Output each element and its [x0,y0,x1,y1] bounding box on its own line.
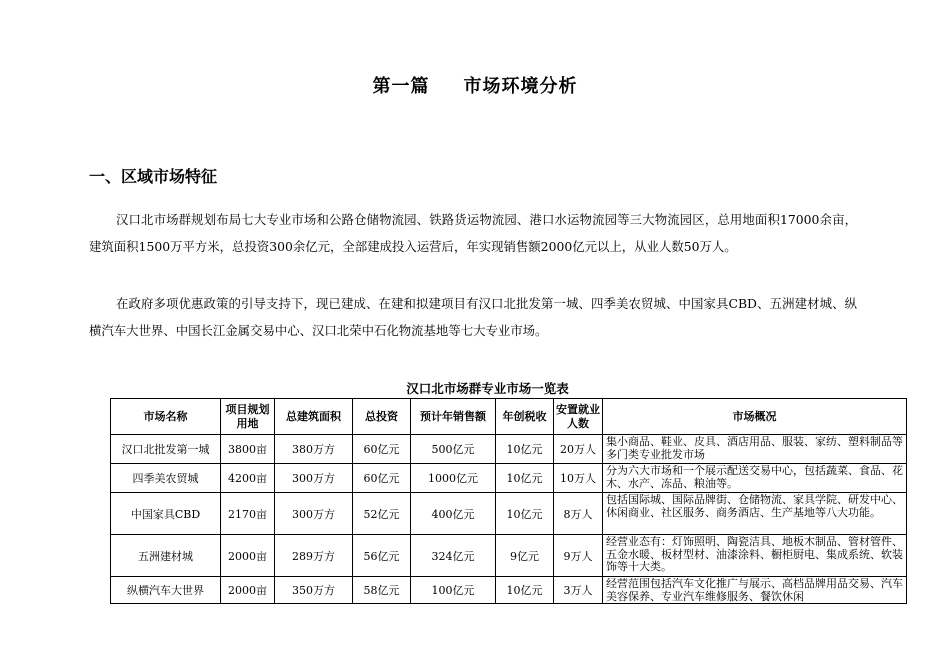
cell-area: 300万方 [275,464,353,493]
cell-name: 纵横汽车大世界 [111,577,221,604]
cell-jobs: 9万人 [554,535,603,577]
table-row [111,577,907,604]
cell-land: 2000亩 [221,535,275,577]
cell-area: 289万方 [275,535,353,577]
cell-jobs: 8万人 [554,493,603,535]
cell-name: 五洲建材城 [111,535,221,577]
header-overview: 市场概况 [603,399,907,435]
cell-overview [603,535,907,577]
page-title-name: 市场环境分析 [463,76,578,97]
overview-text: 包括国际城、国际品牌街、仓储物流、家具学院、研发中心、休闲商业、社区服务、商务酒店、生产基地等八大功能。 [606,494,903,519]
header-name: 市场名称 [111,399,221,435]
cell-investment: 60亿元 [353,435,411,464]
table-header-row [111,399,907,435]
cell-investment: 60亿元 [353,464,411,493]
cell-land: 4200亩 [221,464,275,493]
table-row [111,535,907,577]
cell-tax: 10亿元 [496,493,554,535]
overview-text: 集小商品、鞋业、皮具、酒店用品、服装、家纺、塑料制品等多门类专业批发市场 [606,436,903,461]
cell-jobs: 3万人 [554,577,603,604]
header-land: 项目规划用地 [221,399,275,435]
section-heading: 一、区域市场特征 [89,167,218,186]
cell-overview [603,435,907,464]
cell-overview [603,577,907,604]
cell-land: 2000亩 [221,577,275,604]
header-area: 总建筑面积 [275,399,353,435]
market-table [110,398,907,604]
cell-jobs: 20万人 [554,435,603,464]
cell-area: 380万方 [275,435,353,464]
cell-overview [603,464,907,493]
cell-land: 3800亩 [221,435,275,464]
cell-area: 350万方 [275,577,353,604]
table-row [111,435,907,464]
cell-name: 汉口北批发第一城 [111,435,221,464]
cell-tax: 10亿元 [496,464,554,493]
overview-text: 经营业态有：灯饰照明、陶瓷洁具、地板木制品、管材管件、五金水暖、板材型材、油漆涂料、橱柜厨电、集成系统、软装饰等十大类。 [606,536,903,573]
cell-investment: 56亿元 [353,535,411,577]
header-jobs: 安置就业人数 [554,399,603,435]
table-row [111,464,907,493]
cell-sales: 1000亿元 [411,464,496,493]
cell-sales: 500亿元 [411,435,496,464]
header-sales: 预计年销售额 [411,399,496,435]
cell-tax: 10亿元 [496,435,554,464]
paragraph-overview: 汉口北市场群规划布局七大专业市场和公路仓储物流园、铁路货运物流园、港口水运物流园等三大物流园区，总用地面积17000余亩，建筑面积1500万平方米，总投资300余亿元，全部建成投入运营后，年实现销售额2000亿元以上，从业人数50万人。 [89,212,857,254]
header-investment: 总投资 [353,399,411,435]
cell-investment: 52亿元 [353,493,411,535]
cell-sales: 400亿元 [411,493,496,535]
cell-name: 中国家具CBD [111,493,221,535]
cell-land: 2170亩 [221,493,275,535]
paragraph-projects: 在政府多项优惠政策的引导支持下，现已建成、在建和拟建项目有汉口北批发第一城、四季美农贸城、中国家具CBD、五洲建材城、纵横汽车大世界、中国长江金属交易中心、汉口北荣中石化物流基地等七大专业市场。 [89,296,857,338]
cell-investment: 58亿元 [353,577,411,604]
cell-tax: 10亿元 [496,577,554,604]
cell-overview [603,493,907,535]
cell-name: 四季美农贸城 [111,464,221,493]
table-title: 汉口北市场群专业市场一览表 [406,381,569,396]
cell-area: 300万方 [275,493,353,535]
page-title-part: 第一篇 [372,76,430,97]
overview-text: 分为六大市场和一个展示配送交易中心，包括蔬菜、食品、花木、水产、冻品、粮油等。 [606,465,903,490]
cell-sales: 100亿元 [411,577,496,604]
overview-text: 经营范围包括汽车文化推广与展示、高档品牌用品交易、汽车美容保养、专业汽车维修服务、餐饮休闲 [606,578,903,603]
page-title [0,72,950,98]
header-tax: 年创税收 [496,399,554,435]
cell-tax: 9亿元 [496,535,554,577]
table-row [111,493,907,535]
cell-jobs: 10万人 [554,464,603,493]
cell-sales: 324亿元 [411,535,496,577]
